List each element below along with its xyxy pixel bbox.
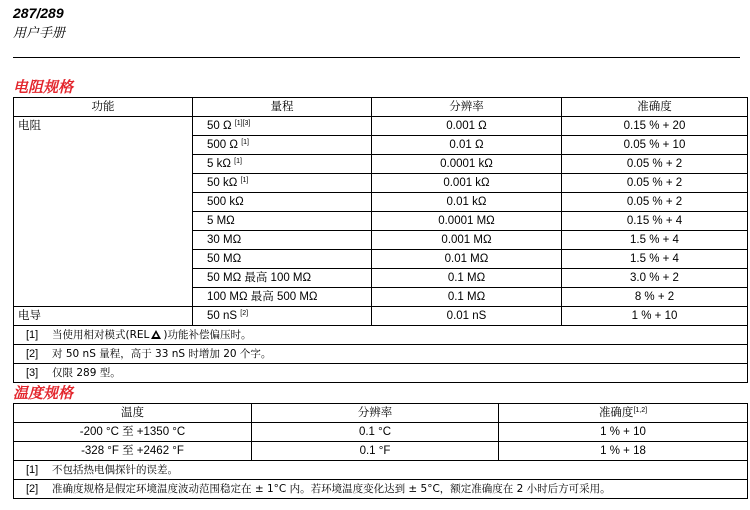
cell-function <box>14 155 193 174</box>
col-header-resolution: 分辨率 <box>252 404 499 423</box>
col-header-function: 功能 <box>14 98 193 117</box>
cell-accuracy: 3.0 % + 2 <box>562 269 748 288</box>
table-row <box>14 136 748 155</box>
footnote-text: 对 50 nS 量程，高于 33 nS 时增加 20 个字。 <box>52 347 272 360</box>
cell-resolution: 0.1 °F <box>252 442 499 461</box>
footnote-text: 不包括热电偶探针的误差。 <box>52 463 178 476</box>
footnote-row <box>14 326 748 345</box>
table-row <box>14 212 748 231</box>
table-row <box>14 117 748 136</box>
cell-resolution: 0.001 MΩ <box>372 231 562 250</box>
cell-function <box>14 174 193 193</box>
table-row <box>14 269 748 288</box>
footnote-text: 准确度规格是假定环境温度波动范围稳定在 ± 1°C 内。若环境温度变化达到 ± 5°C，额定准确度在 2 小时后方可采用。 <box>52 482 611 495</box>
footnote <box>14 364 748 383</box>
footnote-number: [2] <box>26 347 39 360</box>
footnote-ref: [1,2] <box>633 406 648 414</box>
cell-accuracy: 1.5 % + 4 <box>562 250 748 269</box>
range-value: 500 Ω <box>207 138 238 151</box>
resistance-section-title: 电阻规格 <box>13 78 74 96</box>
cell-accuracy: 1 % + 10 <box>562 307 748 326</box>
footnote-row <box>14 480 748 499</box>
cell-accuracy: 0.05 % + 10 <box>562 136 748 155</box>
cell-resolution: 0.1 MΩ <box>372 269 562 288</box>
cell-function <box>14 231 193 250</box>
cell-function <box>14 136 193 155</box>
cell-resolution: 0.01 kΩ <box>372 193 562 212</box>
table-row <box>14 423 748 442</box>
cell-accuracy: 0.05 % + 2 <box>562 155 748 174</box>
footnote-ref: [1] <box>241 138 249 146</box>
table-header-row <box>14 98 748 117</box>
manual-model: 287/289 <box>13 5 64 21</box>
table-header-row <box>14 404 748 423</box>
footnote-ref: [1] <box>240 176 249 184</box>
footnote-number: [1] <box>26 328 39 341</box>
table-row <box>14 288 748 307</box>
cell-function <box>14 269 193 288</box>
footnote-text-cont: )功能补偿偏压时。 <box>163 328 252 341</box>
header-divider <box>13 57 740 58</box>
resistance-spec-table <box>13 97 748 383</box>
range-value: 50 MΩ 最高 100 MΩ <box>207 271 312 284</box>
cell-resolution: 0.01 Ω <box>372 136 562 155</box>
cell-range <box>193 269 372 288</box>
cell-range <box>193 193 372 212</box>
footnote-text: 仅限 289 型。 <box>52 366 121 379</box>
cell-accuracy: 1 % + 18 <box>499 442 748 461</box>
col-header-temperature: 温度 <box>14 404 252 423</box>
footnote-row <box>14 364 748 383</box>
delta-icon <box>151 330 161 339</box>
cell-range <box>193 117 372 136</box>
range-value: 5 MΩ <box>207 214 235 227</box>
cell-accuracy: 0.05 % + 2 <box>562 193 748 212</box>
cell-resolution: 0.001 Ω <box>372 117 562 136</box>
cell-resolution: 0.01 nS <box>372 307 562 326</box>
col-header-resolution: 分辨率 <box>372 98 562 117</box>
table-row <box>14 231 748 250</box>
col-header-range: 量程 <box>193 98 372 117</box>
cell-range <box>193 212 372 231</box>
cell-function: 电阻 <box>14 117 193 136</box>
cell-accuracy: 1 % + 10 <box>499 423 748 442</box>
cell-accuracy: 1.5 % + 4 <box>562 231 748 250</box>
range-value: 100 MΩ 最高 500 MΩ <box>207 290 318 303</box>
cell-resolution: 0.0001 kΩ <box>372 155 562 174</box>
cell-temperature: -328 °F 至 +2462 °F <box>14 442 252 461</box>
cell-range <box>193 250 372 269</box>
cell-accuracy: 0.05 % + 2 <box>562 174 748 193</box>
footnote-ref: [2] <box>240 309 249 317</box>
cell-accuracy: 0.15 % + 4 <box>562 212 748 231</box>
table-row <box>14 442 748 461</box>
footnote <box>14 461 748 480</box>
col-header-accuracy: 准确度[1,2] <box>499 404 748 423</box>
footnote-ref: [1] <box>234 157 242 165</box>
cell-function <box>14 193 193 212</box>
cell-range <box>193 288 372 307</box>
cell-resolution: 0.0001 MΩ <box>372 212 562 231</box>
footnote-row <box>14 345 748 364</box>
table-row <box>14 250 748 269</box>
footnote <box>14 326 748 345</box>
footnote <box>14 480 748 499</box>
cell-resolution: 0.1 °C <box>252 423 499 442</box>
temperature-section-title: 温度规格 <box>13 384 74 402</box>
cell-range <box>193 136 372 155</box>
footnote-ref: [1][3] <box>234 119 251 127</box>
range-value: 50 Ω <box>207 119 232 132</box>
footnote <box>14 345 748 364</box>
cell-function <box>14 288 193 307</box>
col-header-accuracy: 准确度 <box>562 98 748 117</box>
footnote-number: [1] <box>26 463 39 476</box>
cell-resolution: 0.01 MΩ <box>372 250 562 269</box>
range-value: 50 MΩ <box>207 252 242 265</box>
cell-range <box>193 155 372 174</box>
cell-accuracy: 8 % + 2 <box>562 288 748 307</box>
cell-temperature: -200 °C 至 +1350 °C <box>14 423 252 442</box>
table-row <box>14 155 748 174</box>
footnote-row <box>14 461 748 480</box>
cell-resolution: 0.1 MΩ <box>372 288 562 307</box>
cell-range <box>193 174 372 193</box>
cell-function <box>14 212 193 231</box>
temperature-spec-table <box>13 403 748 499</box>
range-value: 5 kΩ <box>207 157 231 170</box>
footnote-number: [3] <box>26 366 39 379</box>
table-row <box>14 193 748 212</box>
cell-range <box>193 231 372 250</box>
footnote-text: 当使用相对模式(REL <box>52 328 150 341</box>
table-row <box>14 307 748 326</box>
range-value: 30 MΩ <box>207 233 242 246</box>
cell-function <box>14 250 193 269</box>
cell-range <box>193 307 372 326</box>
range-value: 50 nS <box>207 309 238 322</box>
manual-subtitle: 用户手册 <box>13 26 66 41</box>
cell-accuracy: 0.15 % + 20 <box>562 117 748 136</box>
footnote-number: [2] <box>26 482 39 495</box>
range-value: 500 kΩ <box>207 195 244 208</box>
table-row <box>14 174 748 193</box>
cell-function: 电导 <box>14 307 193 326</box>
cell-resolution: 0.001 kΩ <box>372 174 562 193</box>
range-value: 50 kΩ <box>207 176 238 189</box>
